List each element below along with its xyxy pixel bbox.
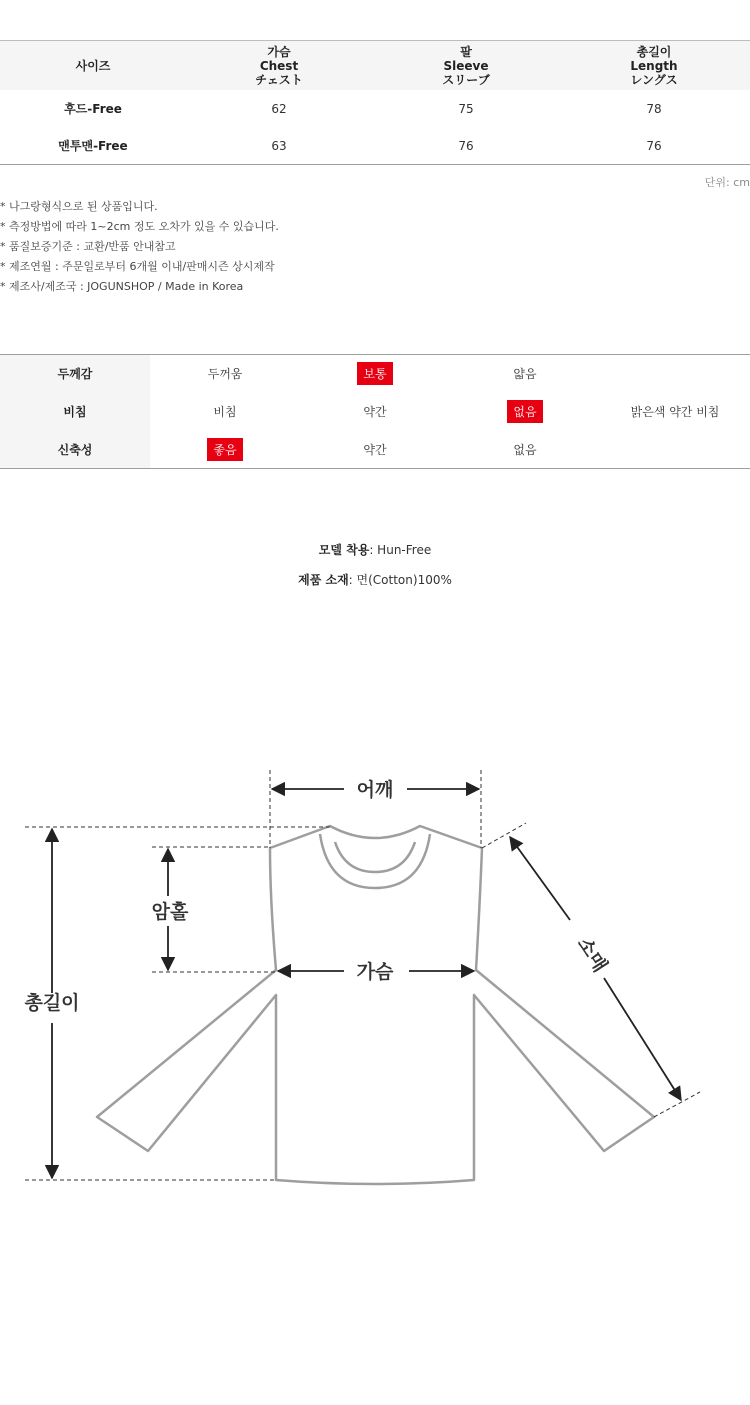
note-item: * 제조연월 : 주문일로부터 6개월 이내/판매시즌 상시제작 [0, 260, 275, 273]
header-sleeve: 팔 Sleeve スリーブ [442, 44, 490, 87]
chest-value: 63 [271, 138, 287, 153]
sheerness-note: 밝은색 약간 비침 [630, 404, 720, 419]
chest-value: 62 [271, 101, 287, 116]
header-chest: 가슴 Chest チェスト [255, 44, 303, 87]
material-info [0, 571, 750, 588]
size-table [0, 40, 750, 165]
material-info-label: 제품 소재 [298, 573, 349, 587]
model-info [0, 541, 750, 558]
size-name: 맨투맨-Free [58, 138, 128, 153]
feel-row-stretch [150, 430, 600, 468]
feel-label-thickness: 두께감 [57, 367, 93, 382]
feel-option: 두꺼움 [207, 367, 243, 382]
sleeve-value: 75 [458, 101, 474, 116]
feel-row-thickness [150, 355, 600, 393]
header-size: 사이즈 [75, 58, 111, 73]
feel-option: 비침 [213, 405, 237, 419]
sleeve-value: 76 [458, 138, 474, 153]
feel-option: 없음 [513, 442, 537, 457]
length-value: 76 [646, 138, 662, 153]
feel-option: 얇음 [513, 367, 537, 382]
measurement-diagram [0, 760, 750, 1200]
table-row [0, 127, 750, 164]
shoulder-label: 어깨 [356, 779, 394, 801]
feel-label-sheerness: 비침 [63, 405, 87, 419]
unit-label: 단위: cm [704, 176, 750, 189]
feel-label-stretch: 신축성 [57, 442, 93, 457]
feel-option-selected: 좋음 [150, 438, 300, 461]
material-info-value: : 면(Cotton)100% [348, 573, 452, 587]
chest-label: 가슴 [356, 961, 394, 983]
armhole-label: 암홀 [151, 901, 189, 923]
header-length: 총길이 Length レングス [630, 44, 678, 87]
sleeve-label: 소매 [572, 933, 612, 977]
length-value: 78 [646, 101, 662, 116]
size-table-header [0, 41, 750, 90]
feel-option-selected: 보통 [300, 362, 450, 385]
note-item: * 제조사/제조국 : JOGUNSHOP / Made in Korea [0, 280, 244, 293]
length-label: 총길이 [24, 992, 80, 1014]
feel-labels [0, 355, 150, 468]
feel-option: 약간 [363, 405, 387, 419]
note-item: * 나그랑형식으로 된 상품입니다. [0, 200, 158, 213]
model-info-value: : Hun-Free [369, 543, 432, 557]
shirt-outline [97, 826, 654, 1184]
size-name: 후드-Free [64, 101, 122, 116]
fabric-feel-table [0, 354, 750, 469]
feel-option: 약간 [363, 442, 387, 457]
model-info-label: 모델 착용 [318, 543, 370, 557]
table-row [0, 90, 750, 127]
feel-option-selected: 없음 [450, 400, 600, 423]
feel-row-sheerness [150, 393, 600, 431]
feel-options [150, 355, 600, 468]
notes-list [0, 200, 279, 300]
note-item: * 측정방법에 따라 1~2cm 정도 오차가 있을 수 있습니다. [0, 220, 279, 233]
note-item: * 품질보증기준 : 교환/반품 안내참고 [0, 240, 176, 253]
